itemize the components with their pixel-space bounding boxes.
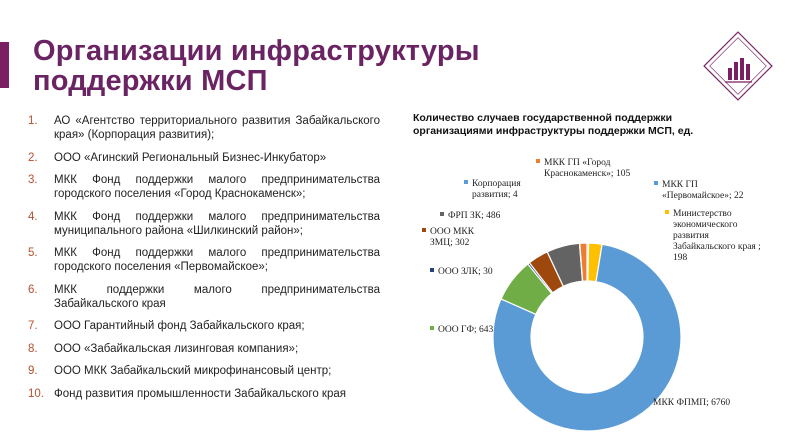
organization-name: ООО «Агинский Региональный Бизнес-Инкубатор» (54, 151, 327, 164)
organization-name: ООО Гарантийный фонд Забайкальского края; (54, 320, 305, 332)
organization-name: Фонд развития промышленности Забайкальского края (54, 387, 346, 400)
slice-label-marker (430, 268, 434, 272)
organization-name: МКК Фонд поддержки малого предпринимательства муниципального района «Шилкинский район»; (54, 210, 380, 237)
organization-number: 3. (28, 174, 38, 186)
organization-item (28, 114, 380, 142)
organization-item (28, 364, 380, 378)
organization-item (28, 246, 380, 274)
organization-number: 5. (28, 247, 38, 259)
donut-chart (400, 140, 800, 440)
organization-name: АО «Агентство территориального развития Забайкальского края» (Корпорация развития); (54, 115, 380, 141)
organization-name: ООО МКК Забайкальский микрофинансовый центр; (54, 365, 332, 377)
slice-label-marker (536, 159, 540, 163)
slice-label-marker (430, 326, 434, 330)
organization-item (28, 173, 380, 201)
organization-name: ООО «Забайкальская лизинговая компания»; (54, 342, 299, 355)
organization-item (28, 387, 380, 401)
slice-label: МКК ГП «Город Краснокаменск»; 105 (544, 158, 631, 179)
organization-name: МКК поддержки малого предпринимательства Забайкальского края (54, 283, 380, 310)
organization-number: 4. (28, 210, 38, 223)
organization-number: 9. (28, 365, 38, 377)
page-title-line-1: Организации инфраструктуры (33, 35, 480, 67)
organization-name: МКК Фонд поддержки малого предпринимательства городского поселения «Город Краснокаменск»; (54, 174, 380, 200)
slice-label-marker (665, 210, 669, 214)
logo (700, 28, 776, 104)
organization-number: 10. (28, 387, 44, 400)
organization-item (28, 210, 380, 238)
slice-label: ООО ГФ; 643 (438, 325, 494, 335)
chart-title: Количество случаев государственной поддержки организациями инфраструктуры поддержки МСП, ед. (413, 112, 694, 137)
organization-list (28, 114, 380, 409)
organization-item (28, 283, 380, 311)
slice-label: МКК ГП «Первомайское»; 22 (662, 180, 744, 201)
page-title-line-2: поддержки МСП (33, 65, 268, 97)
slice-label: ООО МКК ЗМЦ; 302 (430, 227, 475, 248)
organization-item (28, 342, 380, 356)
accent-bar (0, 42, 9, 88)
slice-label-marker (464, 180, 468, 184)
slice-label: ООО ЗЛК; 30 (438, 267, 493, 277)
organization-number: 2. (28, 151, 38, 164)
slice-label: Министерство экономического развития Забайкальского края ; 198 (673, 209, 761, 263)
organization-number: 1. (28, 115, 38, 127)
slice-label-marker (645, 399, 649, 403)
slice-label-marker (440, 212, 444, 216)
slice-label-marker (422, 228, 426, 232)
slice-label: МКК ФПМП; 6760 (653, 398, 731, 408)
page-title (33, 36, 480, 96)
organization-name: МКК Фонд поддержки малого предпринимательства городского поселения «Первомайское»; (54, 247, 380, 273)
organization-item (28, 319, 380, 333)
slice-label: ФРП ЗК; 486 (448, 211, 501, 221)
slice-label-marker (654, 181, 658, 185)
organization-number: 7. (28, 320, 38, 332)
slice-label: Корпорация развития; 4 (472, 179, 521, 200)
organization-number: 6. (28, 283, 38, 296)
organization-number: 8. (28, 342, 38, 355)
organization-item (28, 151, 380, 165)
